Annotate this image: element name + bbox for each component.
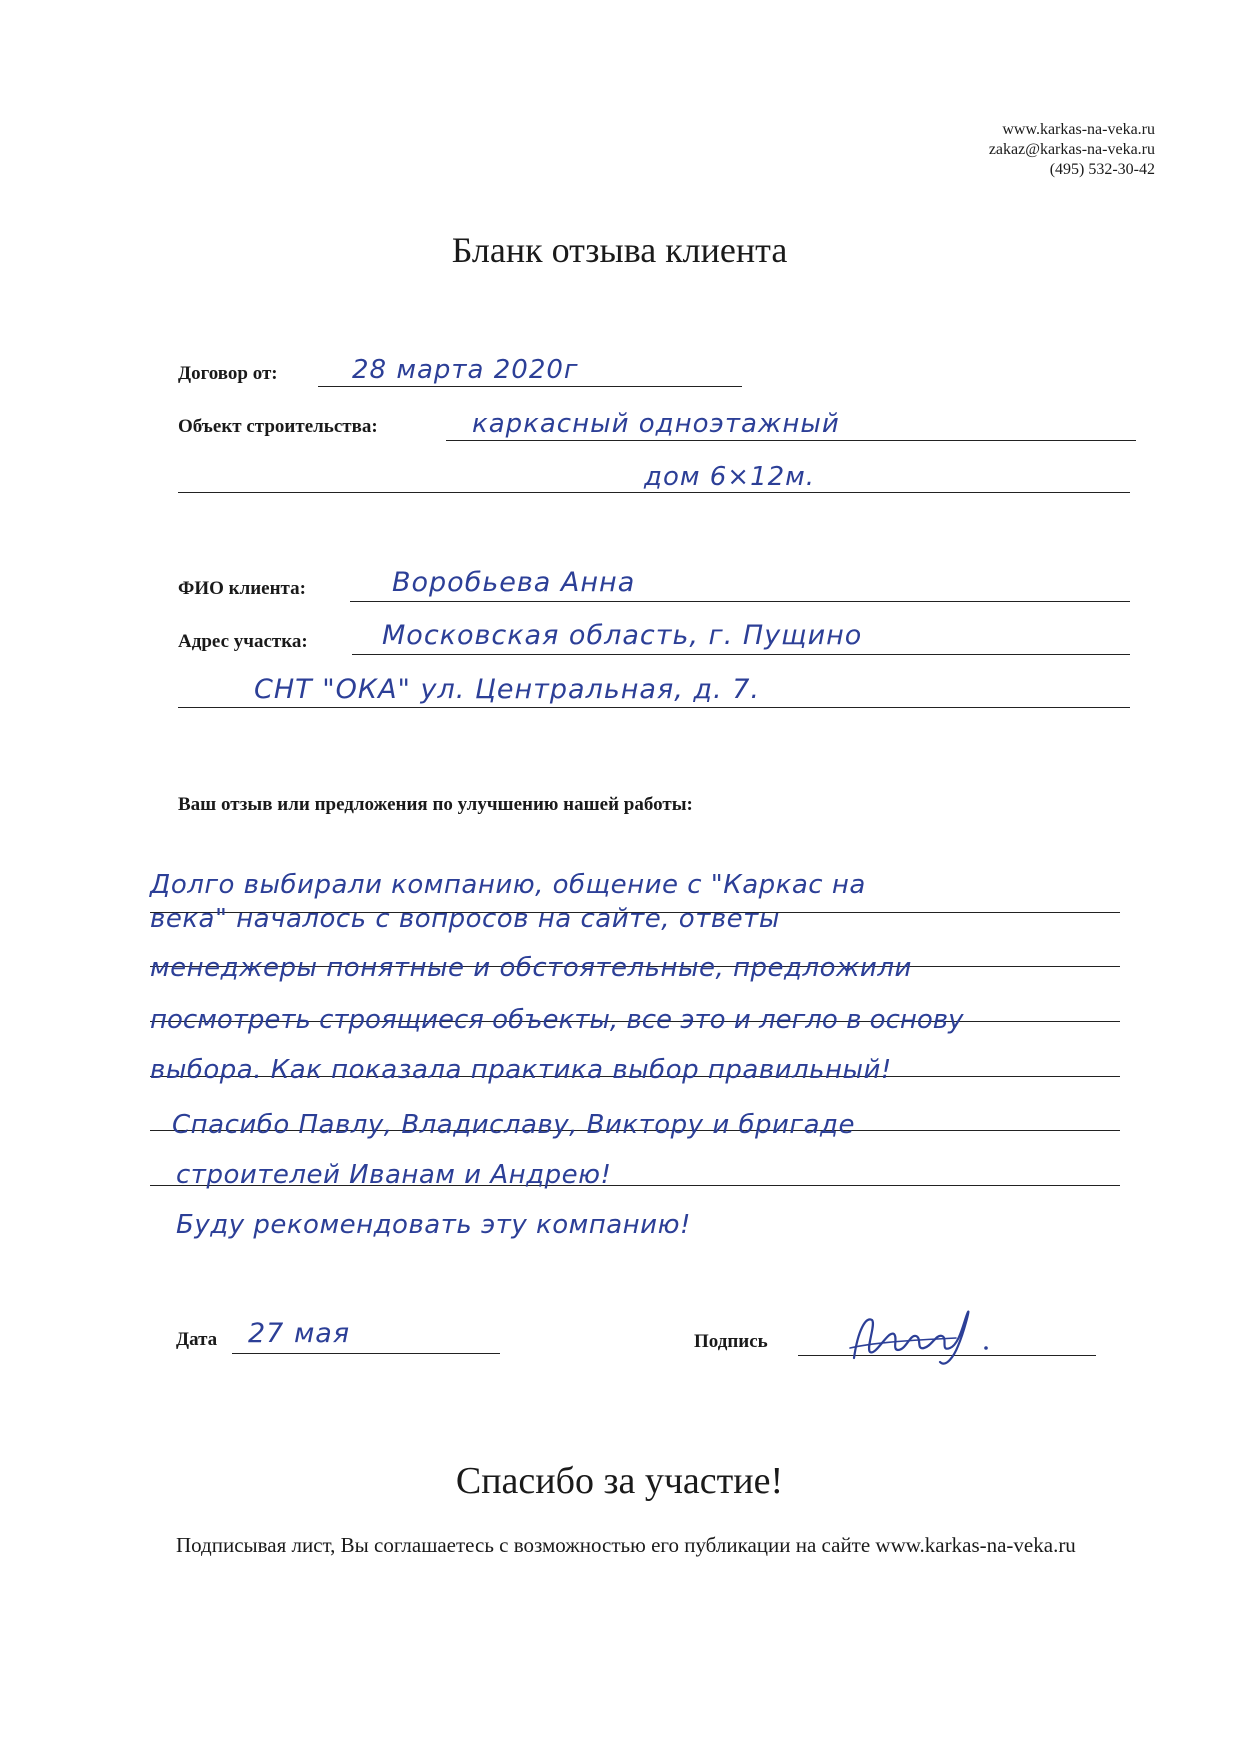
review-text-line: строителей Иванам и Андрею! bbox=[176, 1160, 612, 1190]
contract-label: Договор от: bbox=[178, 363, 278, 384]
form-title: Бланк отзыва клиента bbox=[451, 230, 788, 270]
client-line bbox=[350, 601, 1130, 602]
handwritten-signature-icon bbox=[836, 1290, 1016, 1380]
review-text-line: менеджеры понятные и обстоятельные, предложили bbox=[150, 953, 912, 983]
client-label: ФИО клиента: bbox=[178, 578, 306, 599]
review-text-line: выбора. Как показала практика выбор правильный! bbox=[150, 1055, 892, 1085]
date-line bbox=[232, 1353, 500, 1354]
email-link[interactable]: zakaz@karkas-na-veka.ru bbox=[988, 141, 1155, 158]
address-value-line-1[interactable]: Московская область, г. Пущино bbox=[382, 620, 863, 651]
phone-number: (495) 532-30-42 bbox=[1049, 161, 1155, 178]
object-value-line-1[interactable]: каркасный одноэтажный bbox=[472, 409, 840, 439]
object-line-2 bbox=[178, 492, 1130, 493]
date-label: Дата bbox=[176, 1329, 218, 1350]
consent-note: Подписывая лист, Вы соглашаетесь с возможностью его публикации на сайте www.karkas-na-veka.ru bbox=[176, 1533, 1076, 1557]
address-line-1 bbox=[352, 654, 1130, 655]
review-text-line: века" началось с вопросов на сайте, ответы bbox=[150, 904, 780, 934]
company-contacts bbox=[989, 120, 1155, 180]
client-name-value[interactable]: Воробьева Анна bbox=[392, 567, 636, 598]
review-label: Ваш отзыв или предложения по улучшению нашей работы: bbox=[178, 794, 693, 815]
review-text-line: Буду рекомендовать эту компанию! bbox=[176, 1210, 691, 1240]
thanks-heading: Спасибо за участие! bbox=[455, 1460, 784, 1502]
object-label: Объект строительства: bbox=[178, 416, 378, 437]
address-line-2 bbox=[178, 707, 1130, 708]
address-label: Адрес участка: bbox=[178, 631, 308, 652]
date-value[interactable]: 27 мая bbox=[248, 1318, 351, 1349]
object-line-1 bbox=[446, 440, 1136, 441]
object-value-line-2[interactable]: дом 6×12м. bbox=[644, 462, 816, 492]
review-text-line: посмотреть строящиеся объекты, все это и легло в основу bbox=[150, 1005, 964, 1035]
signature-label: Подпись bbox=[694, 1331, 768, 1352]
contract-date-value[interactable]: 28 марта 2020г bbox=[352, 355, 579, 385]
contract-line bbox=[318, 386, 742, 387]
website-link[interactable]: www.karkas-na-veka.ru bbox=[1002, 121, 1155, 138]
review-text-line: Спасибо Павлу, Владиславу, Виктору и бригаде bbox=[172, 1110, 855, 1140]
address-value-line-2[interactable]: СНТ "ОКА" ул. Центральная, д. 7. bbox=[254, 674, 760, 705]
review-text-line: Долго выбирали компанию, общение с "Каркас на bbox=[150, 870, 866, 900]
